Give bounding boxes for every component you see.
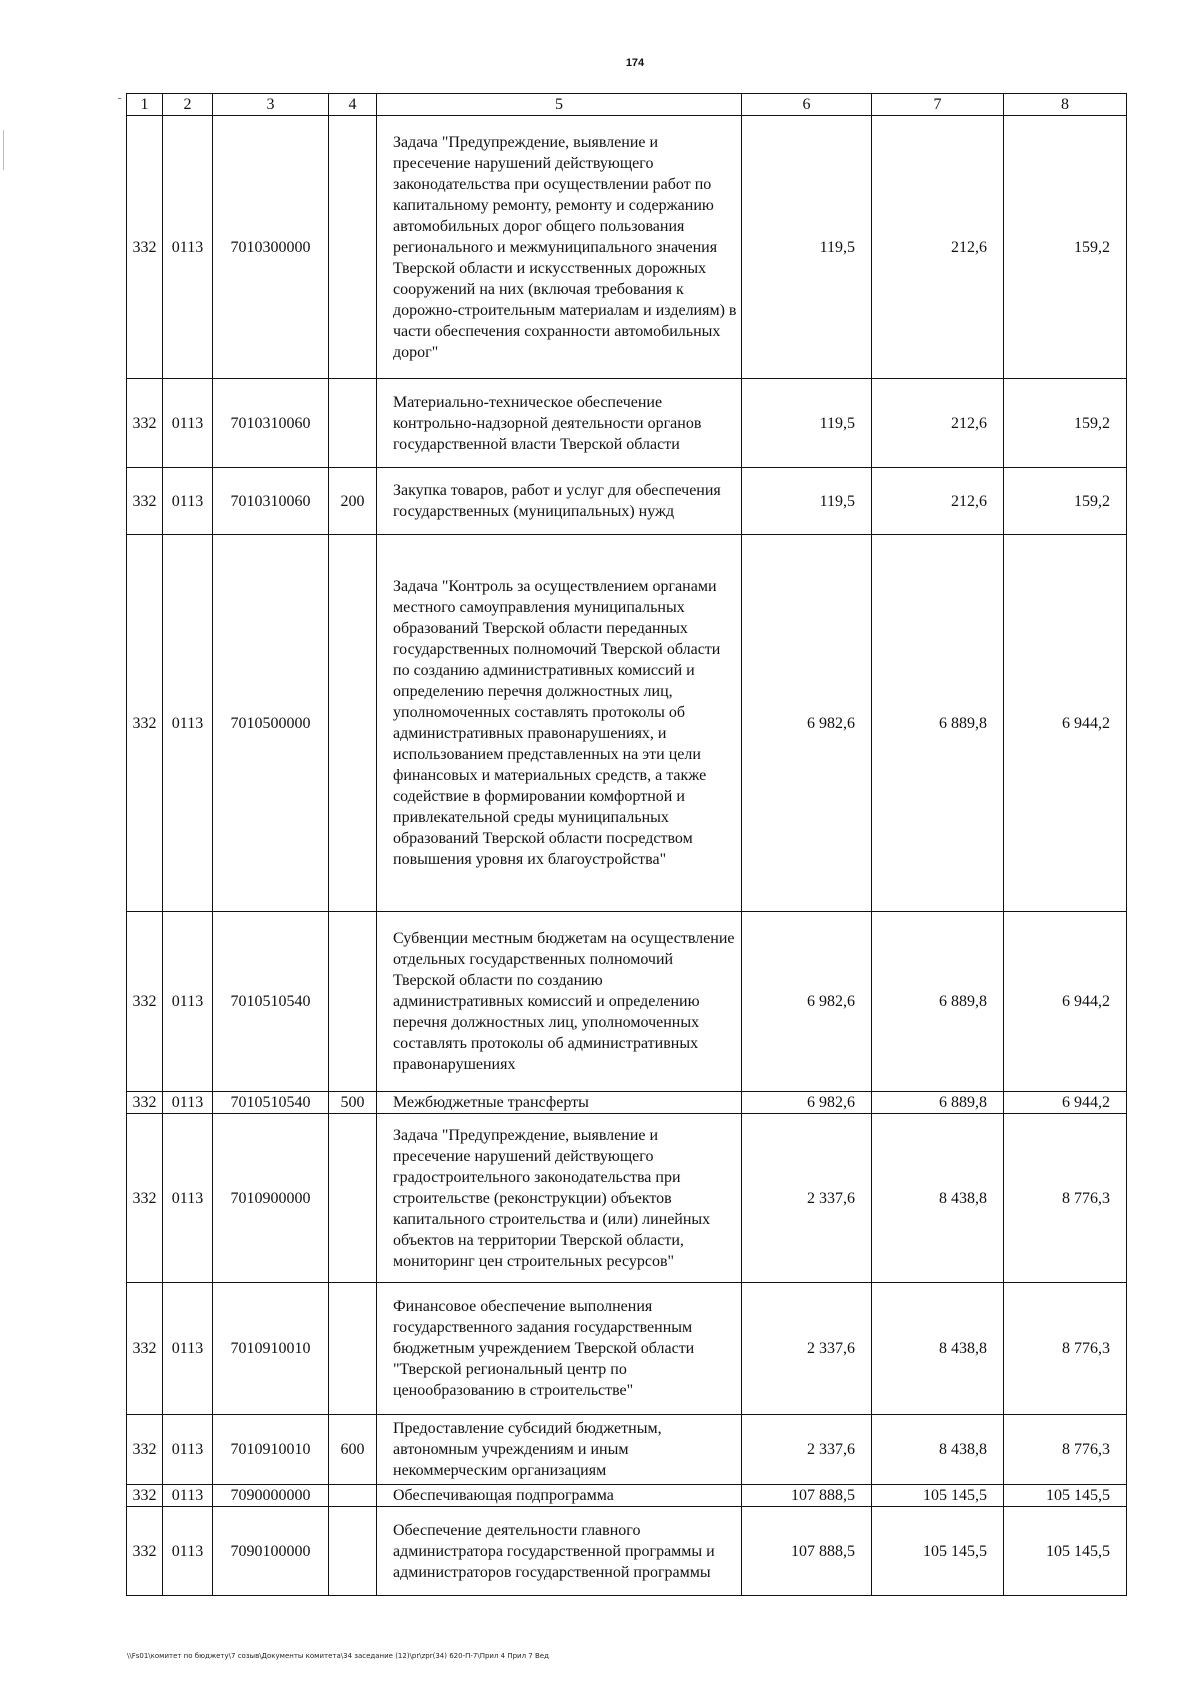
table-row [127,468,1127,535]
cell-expense-type [329,1283,377,1415]
cell-description: Межбюджетные трансферты [377,1092,742,1114]
cell-grbs: 332 [127,1114,163,1283]
column-header: 5 [377,94,742,116]
cell-description: Задача "Предупреждение, выявление и пресечение нарушений действующего градостроительного законодательства при строительстве (реконструкции) объектов капитального строительства и (или) линейных объектов на территории Тверской области, мониторинг цен строительных ресурсов" [377,1114,742,1283]
cell-section: 0113 [163,1415,213,1485]
cell-target-article: 7010510540 [213,1092,329,1114]
margin-mark [118,98,121,99]
table-row [127,1283,1127,1415]
cell-section: 0113 [163,912,213,1092]
cell-target-article: 7090100000 [213,1507,329,1596]
cell-grbs: 332 [127,1507,163,1596]
cell-description: Обеспечивающая подпрограмма [377,1485,742,1507]
cell-grbs: 332 [127,535,163,912]
cell-grbs: 332 [127,1485,163,1507]
cell-description: Материально-техническое обеспечение контрольно-надзорной деятельности органов государственной власти Тверской области [377,379,742,468]
cell-amount: 159,2 [1004,116,1127,379]
cell-grbs: 332 [127,1092,163,1114]
cell-amount: 119,5 [742,468,872,535]
table-row [127,1114,1127,1283]
cell-description: Задача "Предупреждение, выявление и пресечение нарушений действующего законодательства при осуществлении работ по капитальному ремонту, ремонту и содержанию автомобильных дорог общего пользования регионального и межмуниципального значения Тверской области и искусственных дорожных сооружений на них (включая требования к дорожно-строительным материалам и изделиям) в части обеспечения сохранности автомобильных дорог" [377,116,742,379]
cell-target-article: 7010510540 [213,912,329,1092]
cell-amount: 8 776,3 [1004,1283,1127,1415]
cell-section: 0113 [163,1507,213,1596]
cell-description: Предоставление субсидий бюджетным, автономным учреждениям и иным некоммерческим организациям [377,1415,742,1485]
cell-description: Обеспечение деятельности главного администратора государственной программы и администраторов государственной программы [377,1507,742,1596]
cell-expense-type [329,912,377,1092]
cell-expense-type [329,1507,377,1596]
cell-target-article: 7010500000 [213,535,329,912]
cell-target-article: 7090000000 [213,1485,329,1507]
cell-amount: 107 888,5 [742,1485,872,1507]
column-header: 8 [1004,94,1127,116]
cell-amount: 6 889,8 [872,535,1004,912]
page-number: 174 [625,57,645,69]
cell-amount: 159,2 [1004,468,1127,535]
cell-section: 0113 [163,468,213,535]
cell-amount: 6 982,6 [742,912,872,1092]
column-header: 6 [742,94,872,116]
budget-table [126,93,1127,1596]
table-row [127,912,1127,1092]
cell-target-article: 7010910010 [213,1283,329,1415]
table-row [127,1092,1127,1114]
cell-section: 0113 [163,1092,213,1114]
column-header: 7 [872,94,1004,116]
cell-section: 0113 [163,535,213,912]
cell-section: 0113 [163,1283,213,1415]
cell-description: Закупка товаров, работ и услуг для обеспечения государственных (муниципальных) нужд [377,468,742,535]
cell-amount: 6 982,6 [742,1092,872,1114]
cell-amount: 2 337,6 [742,1283,872,1415]
cell-expense-type: 600 [329,1415,377,1485]
cell-target-article: 7010900000 [213,1114,329,1283]
cell-amount: 6 944,2 [1004,1092,1127,1114]
cell-amount: 119,5 [742,379,872,468]
cell-amount: 2 337,6 [742,1415,872,1485]
cell-grbs: 332 [127,468,163,535]
cell-target-article: 7010310060 [213,468,329,535]
table-row [127,535,1127,912]
cell-target-article: 7010310060 [213,379,329,468]
cell-amount: 212,6 [872,379,1004,468]
cell-section: 0113 [163,116,213,379]
cell-expense-type [329,1485,377,1507]
cell-section: 0113 [163,379,213,468]
cell-expense-type: 500 [329,1092,377,1114]
cell-amount: 6 889,8 [872,912,1004,1092]
cell-amount: 212,6 [872,116,1004,379]
file-path-footer: \\Fs01\комитет по бюджету\7 созыв\Документы комитета\34 заседание (12)\pr\zpr(34) 620-П-7\Прил 4 Прил 7 Вед [127,1652,549,1660]
cell-expense-type [329,1114,377,1283]
cell-grbs: 332 [127,116,163,379]
table-row [127,116,1127,379]
cell-description: Финансовое обеспечение выполнения государственного задания государственным бюджетным учреждением Тверской области "Тверской региональный центр по ценообразованию в строительстве" [377,1283,742,1415]
cell-section: 0113 [163,1485,213,1507]
table-header-row [127,94,1127,116]
column-header: 3 [213,94,329,116]
cell-amount: 6 944,2 [1004,912,1127,1092]
cell-description: Задача "Контроль за осуществлением органами местного самоуправления муниципальных образований Тверской области переданных государственных полномочий Тверской области по созданию административных комиссий и определению перечня должностных лиц, уполномоченных составлять протоколы об административных правонарушениях, и использованием представленных на эти цели финансовых и материальных средств, а также содействие в формировании комфортной и привлекательной среды муниципальных образований Тверской области посредством повышения уровня их благоустройства" [377,535,742,912]
cell-amount: 105 145,5 [1004,1485,1127,1507]
cell-grbs: 332 [127,912,163,1092]
cell-amount: 8 438,8 [872,1415,1004,1485]
table-row [127,1415,1127,1485]
table-row [127,1485,1127,1507]
cell-section: 0113 [163,1114,213,1283]
cell-description: Субвенции местным бюджетам на осуществление отдельных государственных полномочий Тверской области по созданию административных комиссий и определению перечня должностных лиц, уполномоченных составлять протоколы об административных правонарушениях [377,912,742,1092]
cell-amount: 119,5 [742,116,872,379]
cell-grbs: 332 [127,379,163,468]
cell-amount: 8 776,3 [1004,1114,1127,1283]
cell-expense-type: 200 [329,468,377,535]
cell-amount: 6 889,8 [872,1092,1004,1114]
cell-expense-type [329,379,377,468]
cell-amount: 105 145,5 [872,1485,1004,1507]
cell-target-article: 7010300000 [213,116,329,379]
cell-amount: 8 438,8 [872,1283,1004,1415]
cell-grbs: 332 [127,1415,163,1485]
cell-target-article: 7010910010 [213,1415,329,1485]
column-header: 4 [329,94,377,116]
cell-grbs: 332 [127,1283,163,1415]
table-row [127,379,1127,468]
column-header: 1 [127,94,163,116]
cell-amount: 8 438,8 [872,1114,1004,1283]
cell-amount: 105 145,5 [1004,1507,1127,1596]
cell-amount: 105 145,5 [872,1507,1004,1596]
cell-amount: 159,2 [1004,379,1127,468]
margin-mark [3,130,4,170]
cell-amount: 212,6 [872,468,1004,535]
cell-expense-type [329,116,377,379]
table-row [127,1507,1127,1596]
cell-amount: 107 888,5 [742,1507,872,1596]
cell-amount: 2 337,6 [742,1114,872,1283]
cell-amount: 6 944,2 [1004,535,1127,912]
cell-amount: 8 776,3 [1004,1415,1127,1485]
cell-expense-type [329,535,377,912]
column-header: 2 [163,94,213,116]
cell-amount: 6 982,6 [742,535,872,912]
